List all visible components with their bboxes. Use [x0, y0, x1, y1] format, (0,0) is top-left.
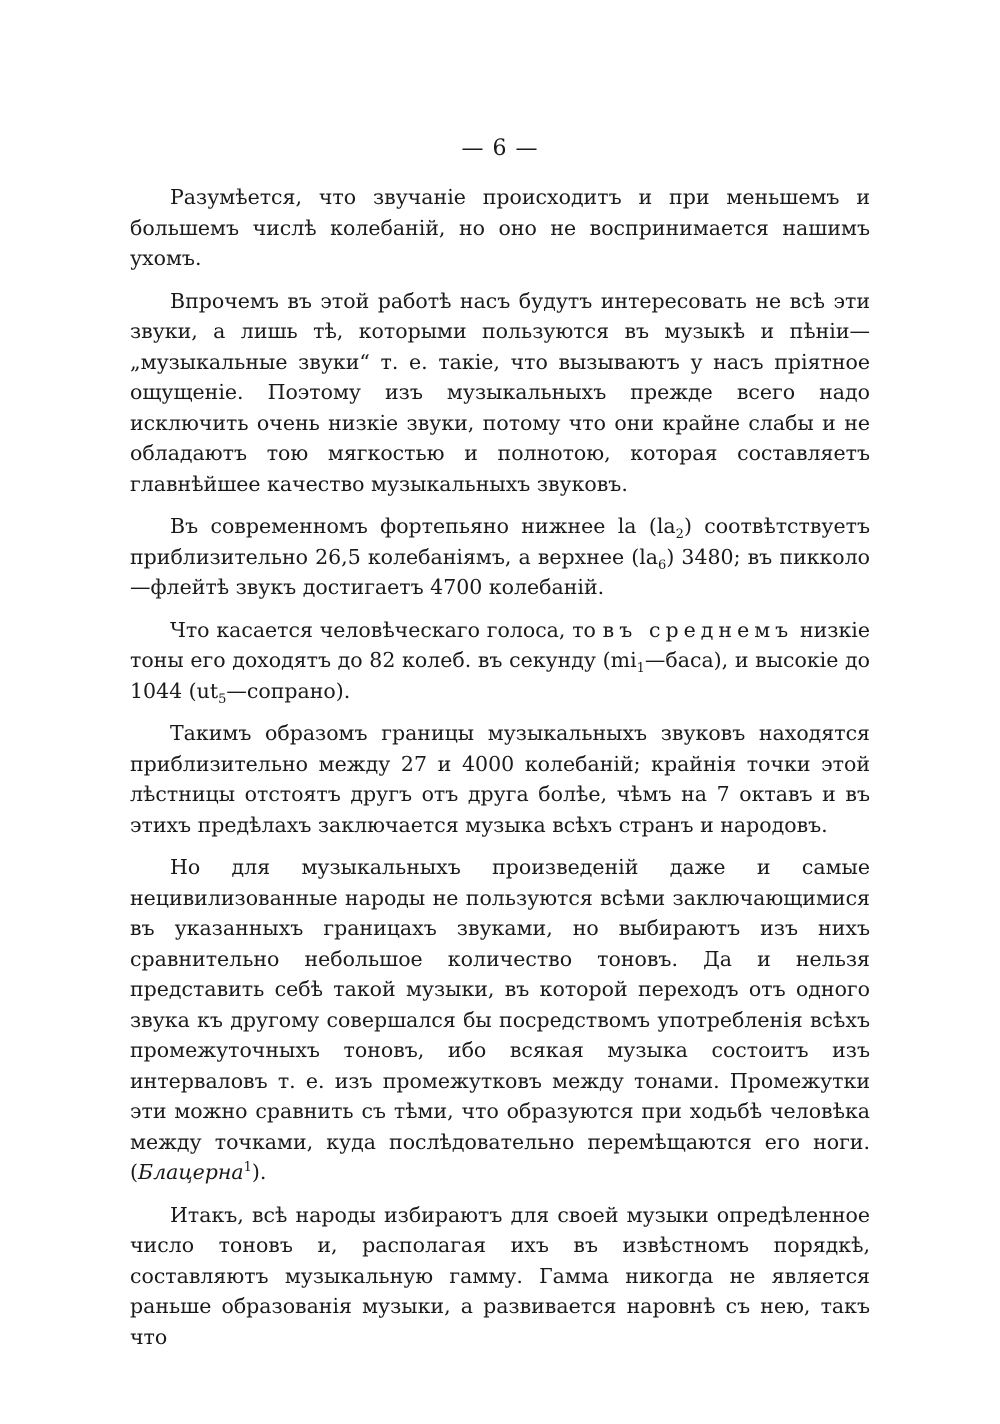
paragraph-3-subscript-2: 6	[658, 557, 667, 573]
paragraph-2: Впрочемъ въ этой работѣ насъ будутъ интересовать не всѣ эти звуки, а лишь тѣ, которыми пользуются въ музыкѣ и пѣніи—„музыкальные звуки“ т. е. такіе, что вызываютъ у насъ пріятное ощущеніе. Поэтому изъ музыкальныхъ прежде всего надо исключить очень низкіе звуки, потому что они крайне слабы и не обладаютъ тою мягкостью и полнотою, которая составляетъ главнѣйшее качество музыкальныхъ звуковъ.	[130, 288, 870, 496]
paragraph-3	[130, 511, 870, 603]
body-text	[130, 182, 870, 1364]
paragraph-4-spaced-emphasis: въ среднемъ	[602, 617, 794, 642]
paragraph-3-text-b: ) соотвѣтствуетъ приблизительно 26,5 колебаніямъ, а верхнее (la	[130, 514, 870, 569]
paragraph-4-subscript-1: 1	[636, 661, 645, 677]
paragraph-3-text-c: ) 3480; въ пикколо—флейтѣ звукъ достигаетъ 4700 колебаній.	[130, 544, 870, 599]
paragraph-4-text-d: —сопрано).	[226, 678, 351, 703]
paragraph-3-text-a: Въ современномъ фортепьяно нижнее la (la	[170, 514, 676, 538]
paragraph-6	[130, 852, 870, 1188]
paragraph-1: Разумѣется, что звучаніе происходитъ и при меньшемъ и большемъ числѣ колебаній, но оно не воспринимается нашимъ ухомъ.	[130, 185, 870, 270]
page-number: — 6 —	[461, 136, 539, 161]
paragraph-7: Итакъ, всѣ народы избираютъ для своей музыки опредѣленное число тоновъ и, располагая ихъ въ извѣстномъ порядкѣ, составляютъ музыкальную гамму. Гамма никогда не является раньше образованія музыки, а развивается наровнѣ съ нею, такъ что	[130, 1202, 870, 1349]
paragraph-4	[130, 615, 870, 707]
footnote-marker: 1	[243, 1160, 252, 1176]
paragraph-5: Такимъ образомъ границы музыкальныхъ звуковъ находятся приблизительно между 27 и 4000 колебаній; крайнія точки этой лѣстницы отстоятъ другъ отъ друга болѣе, чѣмъ на 7 октавъ и въ этихъ предѣлахъ заключается музыка всѣхъ странъ и народовъ.	[130, 721, 870, 837]
paragraph-6-text-b: ).	[251, 1160, 267, 1184]
paragraph-4-subscript-2: 5	[218, 691, 227, 707]
paragraph-4-text-c: —баса), и высокіе до 1044 (ut	[130, 648, 870, 703]
paragraph-6-citation-author: Блацерна	[138, 1160, 244, 1184]
paragraph-3-subscript-1: 2	[675, 527, 684, 543]
paragraph-4-text-a: Что касается человѣческаго голоса, то	[170, 617, 603, 642]
paragraph-6-text-a: Но для музыкальныхъ произведеній даже и самые нецивилизованные народы не пользуются всѣми заключающимися въ указанныхъ границахъ звуками, но выбираютъ изъ нихъ сравнительно небольшое количество тоновъ. Да и нельзя представить себѣ такой музыки, въ которой переходъ отъ одного звука къ другому совершался бы посредствомъ употребленія всѣхъ промежуточныхъ тоновъ, ибо всякая музыка состоитъ изъ интерваловъ т. е. изъ промежутковъ между тонами. Промежутки эти можно сравнить съ тѣми, что образуются при ходьбѣ человѣка между точками, куда послѣдовательно перемѣщаются его ноги. (	[130, 855, 870, 1184]
paragraph-4-text-b: низкіе тоны его доходятъ до 82 колеб. въ секунду (mi	[130, 617, 870, 672]
